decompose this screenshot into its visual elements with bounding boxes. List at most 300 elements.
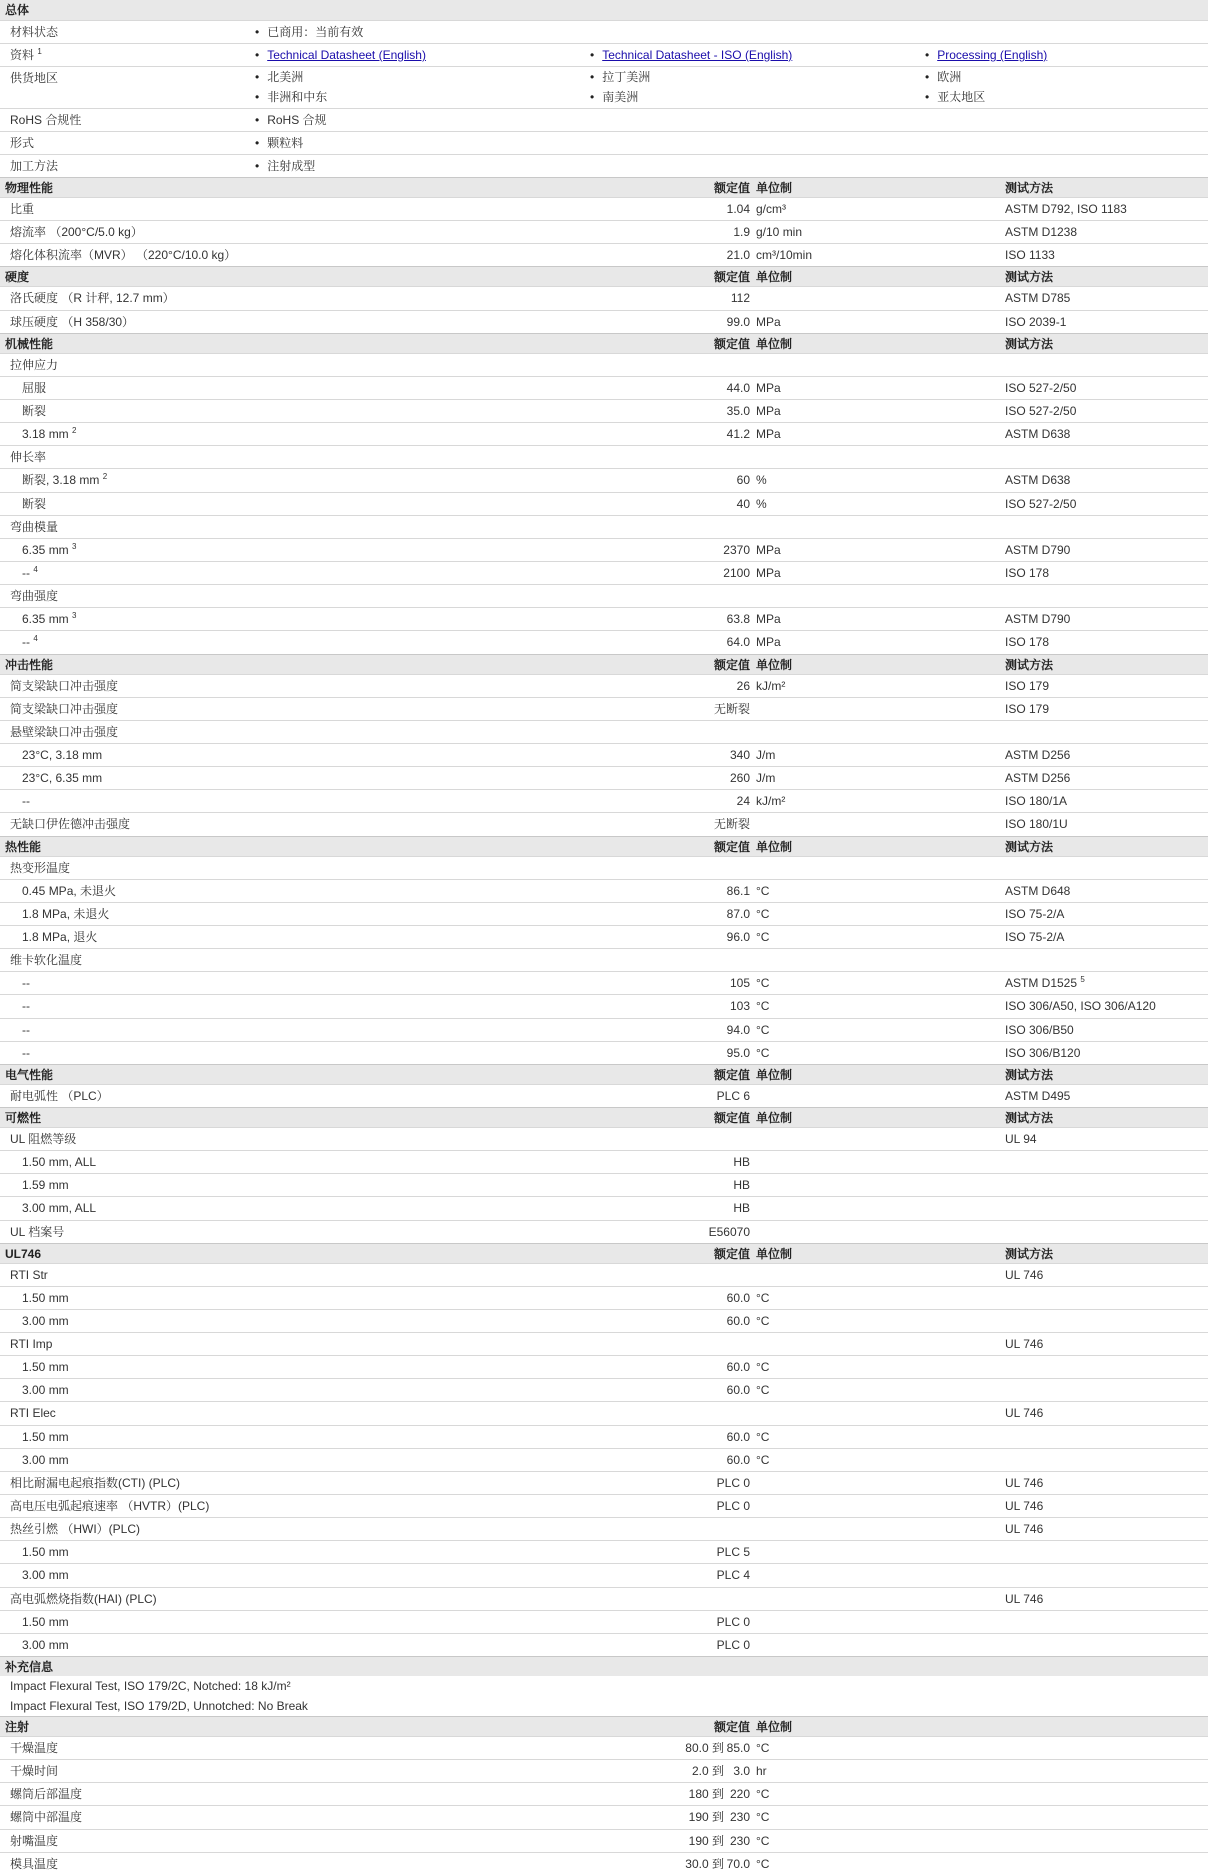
range-min: 190 到 (688, 1810, 724, 1825)
nominal-value: 112 (730, 291, 750, 306)
test-method: UL 746 (1005, 1499, 1044, 1513)
unit-value: °C (756, 1810, 770, 1825)
doc-link-processing[interactable]: • Processing (English) (925, 44, 1047, 67)
unit-value: °C (756, 1833, 770, 1848)
nominal-value: PLC 0 (716, 1499, 750, 1513)
range-max: 220 (729, 1787, 750, 1802)
property-name: 高电弧燃烧指数(HAI) (PLC) (10, 1591, 157, 1606)
processing-value: • 注射成型 (255, 155, 315, 178)
nominal-value: 64.0 (726, 635, 750, 650)
property-name: UL 档案号 (10, 1224, 65, 1239)
property-name: -- (22, 999, 30, 1014)
region-asia-pacific: • 亚太地区 (925, 87, 985, 108)
property-row (0, 789, 1208, 812)
section-header (0, 654, 1208, 674)
property-row (0, 492, 1208, 515)
section-title: 物理性能 (5, 181, 54, 195)
nominal-value: PLC 6 (716, 1088, 750, 1103)
property-name: -- (22, 1045, 30, 1060)
supplemental-row (0, 1696, 1208, 1716)
property-name: 高电压电弧起痕速率 （HVTR）(PLC) (10, 1499, 210, 1513)
property-name: 3.18 mm $^2$ (22, 426, 77, 442)
property-name: 1.8 MPa, 未退火 (22, 906, 110, 921)
nominal-value: 24 (736, 794, 750, 809)
unit-value: MPa (756, 404, 781, 418)
property-name: 1.50 mm (22, 1360, 69, 1375)
property-row (0, 766, 1208, 789)
property-row (0, 1041, 1208, 1064)
property-row (0, 468, 1208, 491)
property-name: 6.35 mm $^3$ (22, 611, 77, 627)
test-method: ASTM D1525 $^5$ (1005, 975, 1085, 991)
property-row (0, 376, 1208, 399)
unit-value: °C (756, 1383, 770, 1398)
property-name: -- $^4$ (22, 565, 38, 580)
footnote-marker: 2 (72, 426, 77, 436)
test-method: ISO 75-2/A (1005, 929, 1065, 944)
property-name: RTI Imp (10, 1337, 53, 1351)
unit-value: cm³/10min (756, 248, 813, 263)
property-name: -- $^4$ (22, 634, 38, 650)
supplemental-text: Impact Flexural Test, ISO 179/2D, Unnotched: No Break (10, 1699, 308, 1713)
unit-value: MPa (756, 380, 781, 395)
property-row (0, 1196, 1208, 1219)
property-row (0, 1587, 1208, 1610)
footnote-marker: 5 (1080, 975, 1085, 985)
test-method: ISO 75-2/A (1005, 906, 1065, 921)
property-row (0, 1494, 1208, 1517)
section-header-general (0, 0, 1208, 20)
section-header (0, 1716, 1208, 1736)
test-method: ASTM D495 (1005, 1088, 1071, 1103)
test-method: ASTM D638 (1005, 473, 1071, 488)
property-row (0, 1633, 1208, 1656)
property-name: 耐电弧性 （PLC） (10, 1088, 109, 1103)
footnote-marker: 3 (72, 541, 77, 551)
property-row (0, 243, 1208, 266)
property-name: 1.50 mm, ALL (22, 1155, 97, 1169)
property-name: 干燥温度 (10, 1741, 59, 1755)
col-header-nominal: 额定值 (713, 1067, 750, 1082)
property-name: 比重 (10, 202, 35, 216)
property-row (0, 422, 1208, 445)
col-header-unit: 单位制 (756, 336, 793, 351)
nominal-value: 44.0 (726, 380, 750, 395)
property-row (0, 697, 1208, 720)
section-header (0, 333, 1208, 353)
rohs-value: • RoHS 合规 (255, 109, 327, 132)
section-title: 可燃性 (5, 1110, 42, 1125)
section-header (0, 836, 1208, 856)
property-row (0, 1220, 1208, 1243)
nominal-value: PLC 4 (716, 1568, 750, 1583)
nominal-value: PLC 0 (716, 1637, 750, 1652)
property-row (0, 1401, 1208, 1424)
section-header (0, 177, 1208, 197)
nominal-value: 60.0 (726, 1360, 750, 1375)
region-south-america: • 南美洲 (590, 87, 638, 108)
property-name: 洛氏硬度 （R 计秤, 12.7 mm） (10, 291, 175, 306)
property-name: 弯曲强度 (10, 589, 59, 604)
property-name: 1.59 mm (22, 1178, 69, 1193)
col-header-method: 测试方法 (1005, 1110, 1054, 1125)
property-row (0, 1540, 1208, 1563)
property-row (0, 1286, 1208, 1309)
unit-value: °C (756, 1360, 770, 1375)
unit-value: J/m (756, 747, 776, 762)
unit-value: MPa (756, 314, 781, 329)
property-name: 1.8 MPa, 退火 (22, 929, 98, 944)
property-row (0, 630, 1208, 653)
region-latin-america: • 拉丁美洲 (590, 67, 650, 88)
unit-value: hr (756, 1764, 767, 1779)
property-name: 伸长率 (10, 450, 47, 465)
test-method: ASTM D792, ISO 1183 (1005, 202, 1127, 216)
section-header (0, 1656, 1208, 1676)
range-min: 190 到 (688, 1833, 724, 1848)
test-method: ISO 1133 (1005, 248, 1055, 263)
property-row (0, 1563, 1208, 1586)
nominal-value: 340 (729, 747, 750, 762)
property-name: 悬壁梁缺口冲击强度 (10, 724, 119, 739)
nominal-value: 63.8 (726, 612, 750, 627)
range-max: 70.0 (726, 1856, 750, 1871)
general-row-forms (0, 131, 1208, 154)
property-name: 1.50 mm (22, 1545, 69, 1560)
unit-value: °C (756, 976, 770, 991)
injection-row (0, 1829, 1208, 1852)
field-label: 供货地区 (10, 71, 59, 85)
property-name: -- (22, 794, 30, 809)
property-row (0, 515, 1208, 538)
col-header-nominal: 额定值 (713, 839, 750, 854)
property-name: 弯曲模量 (10, 519, 59, 534)
injection-row (0, 1759, 1208, 1782)
nominal-value: 99.0 (726, 314, 750, 329)
unit-value: °C (756, 999, 770, 1014)
test-method: ASTM D790 (1005, 542, 1071, 557)
property-name: 3.00 mm (22, 1383, 69, 1398)
unit-value: °C (756, 1313, 770, 1328)
property-name: UL 阻燃等级 (10, 1131, 77, 1146)
general-row-processing (0, 154, 1208, 177)
status-value: • 已商用：当前有效 (255, 21, 363, 44)
property-name: 断裂 (22, 404, 47, 418)
general-row-docs (0, 43, 1208, 66)
field-label: 形式 (10, 136, 35, 150)
test-method: ASTM D785 (1005, 291, 1071, 306)
doc-link-technical-datasheet-iso[interactable]: • Technical Datasheet - ISO (English) (590, 44, 792, 67)
property-row (0, 310, 1208, 333)
property-name: 拉伸应力 (10, 357, 59, 372)
nominal-value: 95.0 (726, 1045, 750, 1060)
property-row (0, 220, 1208, 243)
property-row (0, 353, 1208, 376)
range-max: 230 (729, 1810, 750, 1825)
section-title: 热性能 (5, 839, 42, 854)
col-header-unit: 单位制 (756, 1246, 793, 1261)
test-method: ASTM D1238 (1005, 225, 1078, 240)
property-row (0, 971, 1208, 994)
nominal-value: 94.0 (726, 1022, 750, 1037)
injection-row (0, 1782, 1208, 1805)
nominal-value: 无断裂 (713, 701, 750, 716)
section-title: 总体 (5, 3, 30, 17)
footnote-marker: 2 (102, 472, 108, 482)
test-method: ASTM D648 (1005, 883, 1071, 898)
property-name: 射嘴温度 (10, 1833, 59, 1848)
nominal-value: E56070 (708, 1224, 750, 1239)
property-name: 球压硬度 （H 358/30） (10, 314, 135, 329)
region-europe: • 欧洲 (925, 67, 961, 88)
nominal-value: 60.0 (726, 1290, 750, 1305)
test-method: ISO 527-2/50 (1005, 496, 1077, 511)
unit-value: °C (756, 1429, 770, 1444)
test-method: UL 746 (1005, 1267, 1044, 1282)
col-header-method: 测试方法 (1005, 1067, 1054, 1082)
property-row (0, 1610, 1208, 1633)
unit-value: °C (756, 929, 770, 944)
nominal-value: 21.0 (726, 248, 750, 263)
property-row (0, 584, 1208, 607)
range-max: 85.0 (726, 1741, 750, 1755)
property-name: RTI Elec (10, 1406, 56, 1421)
general-row-availability (0, 66, 1208, 108)
general-row-status (0, 20, 1208, 43)
nominal-value: HB (733, 1178, 750, 1193)
unit-value: MPa (756, 612, 781, 627)
property-name: 熔化体积流率（MVR） （220°C/10.0 kg） (10, 248, 237, 263)
test-method: ISO 306/B120 (1005, 1045, 1081, 1060)
property-name: 1.50 mm (22, 1614, 69, 1629)
col-header-nominal: 额定值 (713, 336, 750, 351)
unit-value: °C (756, 1741, 770, 1755)
test-method: ISO 179 (1005, 701, 1050, 716)
col-header-method: 测试方法 (1005, 657, 1054, 672)
range-max: 230 (729, 1833, 750, 1848)
unit-value: °C (756, 1452, 770, 1467)
property-row (0, 1355, 1208, 1378)
property-row (0, 1127, 1208, 1150)
region-north-america: • 北美洲 (255, 67, 303, 88)
property-name: -- (22, 976, 30, 991)
unit-value: °C (756, 883, 770, 898)
property-row (0, 197, 1208, 220)
property-name: 简支梁缺口冲击强度 (10, 701, 119, 716)
range-min: 80.0 到 (685, 1741, 724, 1755)
property-row (0, 812, 1208, 835)
section-title: 冲击性能 (5, 657, 54, 672)
test-method: ISO 527-2/50 (1005, 380, 1077, 395)
property-row (0, 445, 1208, 468)
property-name: 干燥时间 (10, 1764, 59, 1779)
unit-value: g/10 min (756, 225, 803, 240)
property-row (0, 994, 1208, 1017)
unit-value: kJ/m² (756, 794, 786, 809)
property-row (0, 1332, 1208, 1355)
nominal-value: 96.0 (726, 929, 750, 944)
nominal-value: PLC 0 (716, 1475, 750, 1490)
nominal-value: 60.0 (726, 1383, 750, 1398)
nominal-value: 87.0 (726, 906, 750, 921)
property-name: 熔流率 （200°C/5.0 kg） (10, 225, 143, 240)
supplemental-row (0, 1676, 1208, 1696)
property-name: RTI Str (10, 1267, 48, 1282)
property-name: 3.00 mm (22, 1568, 69, 1583)
test-method: ISO 179 (1005, 678, 1050, 693)
property-name: 热变形温度 (10, 860, 71, 875)
property-name: 断裂 (22, 496, 47, 511)
col-header-unit: 单位制 (756, 270, 793, 285)
property-row (0, 1425, 1208, 1448)
property-name: 23°C, 6.35 mm (22, 771, 103, 786)
col-header-nominal: 额定值 (713, 270, 750, 285)
section-header (0, 266, 1208, 286)
test-method: ASTM D256 (1005, 747, 1071, 762)
property-row (0, 1084, 1208, 1107)
test-method: ISO 178 (1005, 635, 1050, 650)
unit-value: °C (756, 1290, 770, 1305)
col-header-nominal: 额定值 (713, 657, 750, 672)
nominal-value: 35.0 (726, 404, 750, 418)
test-method: ASTM D790 (1005, 612, 1071, 627)
general-row-rohs (0, 108, 1208, 131)
test-method: ISO 306/A50, ISO 306/A120 (1005, 999, 1156, 1014)
nominal-value: 26 (736, 678, 750, 693)
region-africa-middle-east: • 非洲和中东 (255, 87, 327, 108)
property-row (0, 948, 1208, 971)
property-name: 维卡软化温度 (10, 953, 83, 968)
section-header (0, 1064, 1208, 1084)
col-header-nominal: 额定值 (713, 181, 750, 195)
nominal-value: HB (733, 1155, 750, 1169)
test-method: UL 746 (1005, 1522, 1044, 1537)
unit-value: MPa (756, 427, 781, 442)
property-name: 1.50 mm (22, 1290, 69, 1305)
property-row (0, 1263, 1208, 1286)
col-header-method: 测试方法 (1005, 839, 1054, 854)
field-label: 资料 $^1$ (10, 47, 42, 62)
property-row (0, 1150, 1208, 1173)
unit-value: °C (756, 1856, 770, 1871)
property-row (0, 925, 1208, 948)
col-header-nominal: 额定值 (713, 1246, 750, 1261)
col-header-unit: 单位制 (756, 839, 793, 854)
property-row (0, 1309, 1208, 1332)
col-header-unit: 单位制 (756, 1719, 793, 1734)
property-name: 屈服 (22, 380, 47, 395)
property-row (0, 1517, 1208, 1540)
property-name: 6.35 mm $^3$ (22, 541, 77, 557)
test-method: ISO 527-2/50 (1005, 404, 1077, 418)
unit-value: kJ/m² (756, 678, 786, 693)
property-name: 23°C, 3.18 mm (22, 747, 103, 762)
field-label: 加工方法 (10, 159, 59, 173)
nominal-value: 60 (736, 473, 750, 488)
test-method: ASTM D256 (1005, 771, 1071, 786)
col-header-nominal: 额定值 (713, 1110, 750, 1125)
section-title: 注射 (5, 1719, 30, 1734)
test-method: UL 746 (1005, 1591, 1044, 1606)
unit-value: °C (756, 1787, 770, 1802)
nominal-value: 103 (729, 999, 750, 1014)
property-name: 3.00 mm (22, 1637, 69, 1652)
range-min: 2.0 到 (691, 1764, 724, 1779)
test-method: ISO 306/B50 (1005, 1022, 1074, 1037)
property-name: 螺筒后部温度 (10, 1787, 83, 1802)
col-header-unit: 单位制 (756, 657, 793, 672)
unit-value: MPa (756, 635, 781, 650)
section-header (0, 1243, 1208, 1263)
col-header-unit: 单位制 (756, 1110, 793, 1125)
property-row (0, 902, 1208, 925)
nominal-value: 2370 (723, 542, 750, 557)
property-name: -- (22, 1022, 30, 1037)
test-method: ISO 180/1A (1005, 794, 1068, 809)
property-name: 简支梁缺口冲击强度 (10, 678, 119, 693)
nominal-value: PLC 0 (716, 1614, 750, 1629)
section-header (0, 1107, 1208, 1127)
nominal-value: 260 (729, 771, 750, 786)
col-header-unit: 单位制 (756, 1067, 793, 1082)
test-method: ASTM D638 (1005, 427, 1071, 442)
property-name: 模具温度 (10, 1856, 59, 1871)
property-name: 0.45 MPa, 未退火 (22, 883, 117, 898)
unit-value: °C (756, 1022, 770, 1037)
injection-row (0, 1852, 1208, 1875)
property-row (0, 856, 1208, 879)
injection-row (0, 1805, 1208, 1828)
col-header-method: 测试方法 (1005, 336, 1054, 351)
test-method: UL 746 (1005, 1475, 1044, 1490)
nominal-value: HB (733, 1201, 750, 1216)
property-name: 相比耐漏电起痕指数(CTI) (PLC) (10, 1475, 180, 1490)
unit-value: MPa (756, 542, 781, 557)
property-row (0, 1378, 1208, 1401)
footnote-marker: 3 (72, 611, 77, 621)
property-name: 无缺口伊佐德冲击强度 (10, 817, 131, 832)
col-header-method: 测试方法 (1005, 270, 1054, 285)
property-name: 3.00 mm, ALL (22, 1201, 97, 1216)
property-row (0, 879, 1208, 902)
test-method: UL 746 (1005, 1406, 1044, 1421)
section-title: 补充信息 (5, 1659, 54, 1674)
property-row (0, 1173, 1208, 1196)
test-method: ISO 178 (1005, 566, 1050, 580)
unit-value: °C (756, 906, 770, 921)
section-title: 硬度 (5, 270, 30, 285)
nominal-value: 2100 (723, 566, 750, 580)
footnote-marker: 4 (33, 565, 38, 574)
nominal-value: 无断裂 (713, 817, 750, 832)
nominal-value: 60.0 (726, 1452, 750, 1467)
test-method: ISO 180/1U (1005, 817, 1068, 832)
nominal-value: 41.2 (726, 427, 750, 442)
unit-value: °C (756, 1045, 770, 1060)
section-title: UL746 (5, 1246, 42, 1261)
doc-link-technical-datasheet[interactable]: • Technical Datasheet (English) (255, 44, 426, 67)
property-row (0, 743, 1208, 766)
property-row (0, 674, 1208, 697)
property-name: 热丝引燃 （HWI）(PLC) (10, 1522, 140, 1537)
section-title: 机械性能 (5, 336, 54, 351)
field-label: 材料状态 (10, 25, 59, 39)
nominal-value: 1.04 (726, 202, 750, 216)
col-header-method: 测试方法 (1005, 181, 1054, 195)
injection-row (0, 1736, 1208, 1759)
range-min: 30.0 到 (685, 1856, 724, 1871)
nominal-value: 105 (729, 976, 750, 991)
